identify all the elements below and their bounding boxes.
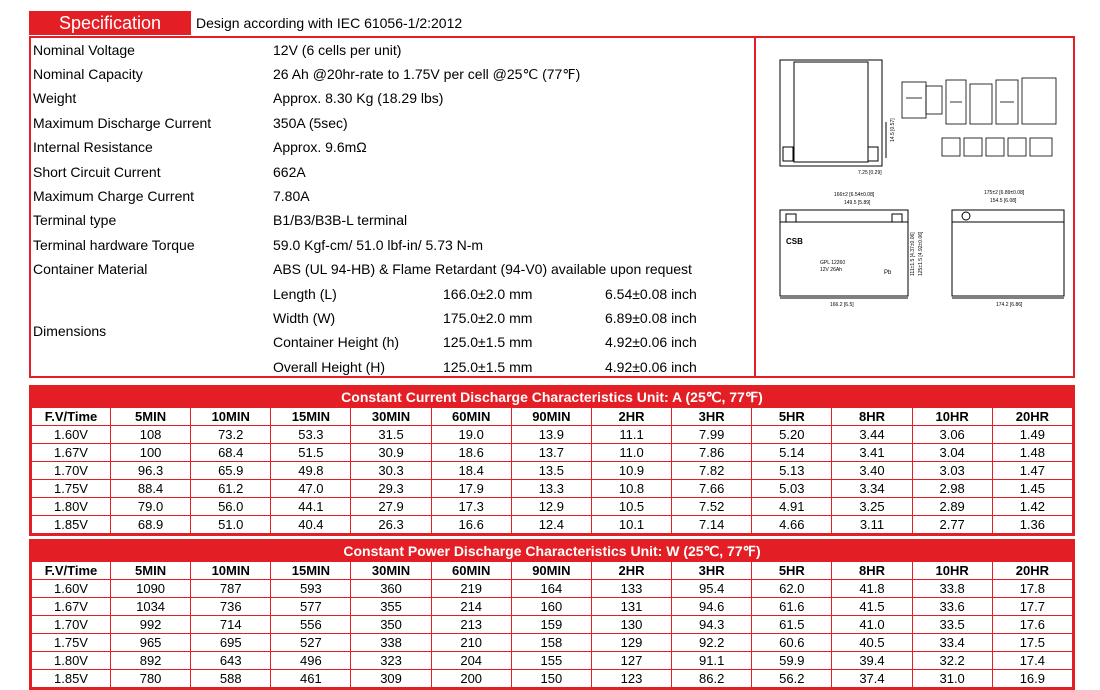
table-cell: 30.9	[351, 444, 431, 462]
column-header: F.V/Time	[32, 562, 111, 580]
column-header: 15MIN	[271, 562, 351, 580]
table-cell: 5.14	[752, 444, 832, 462]
column-header: 10HR	[912, 408, 992, 426]
spec-label: Nominal Voltage	[33, 42, 135, 58]
final-voltage-cell: 1.80V	[32, 498, 111, 516]
table-cell: 7.14	[672, 516, 752, 534]
final-voltage-cell: 1.80V	[32, 652, 111, 670]
table-row	[32, 426, 1073, 444]
table-cell: 577	[271, 598, 351, 616]
battery-technical-drawing	[756, 38, 1073, 376]
power-table-title: Constant Power Discharge Characteristics Unit: W (25℃, 77℉)	[31, 541, 1073, 561]
table-cell: 10.1	[591, 516, 671, 534]
table-cell: 40.5	[832, 634, 912, 652]
table-cell: 736	[191, 598, 271, 616]
final-voltage-cell: 1.85V	[32, 670, 111, 688]
column-header: 2HR	[591, 562, 671, 580]
table-cell: 17.4	[992, 652, 1072, 670]
column-header: 8HR	[832, 408, 912, 426]
table-cell: 360	[351, 580, 431, 598]
table-cell: 3.03	[912, 462, 992, 480]
table-cell: 309	[351, 670, 431, 688]
column-header: 60MIN	[431, 562, 511, 580]
table-cell: 94.6	[672, 598, 752, 616]
table-cell: 10.5	[591, 498, 671, 516]
table-cell: 3.04	[912, 444, 992, 462]
dim-label: 154.5 [6.08]	[990, 198, 1017, 204]
table-cell: 643	[191, 652, 271, 670]
table-cell: 27.9	[351, 498, 431, 516]
table-cell: 53.3	[271, 426, 351, 444]
spec-label: Maximum Charge Current	[33, 188, 195, 204]
model-text: GPL 12260	[820, 260, 846, 266]
spec-label: Weight	[33, 90, 77, 106]
table-cell: 527	[271, 634, 351, 652]
final-voltage-cell: 1.67V	[32, 444, 111, 462]
specification-panel	[29, 36, 1075, 378]
table-cell: 62.0	[752, 580, 832, 598]
column-header: 30MIN	[351, 408, 431, 426]
table-cell: 3.34	[832, 480, 912, 498]
table-cell: 787	[191, 580, 271, 598]
dim-label: 166±2 [6.54±0.08]	[834, 192, 875, 198]
table-cell: 94.3	[672, 616, 752, 634]
table-cell: 92.2	[672, 634, 752, 652]
table-cell: 7.86	[672, 444, 752, 462]
dimension-mm: 125.0±1.5 mm	[443, 334, 533, 350]
column-header: 20HR	[992, 408, 1072, 426]
table-cell: 10.8	[591, 480, 671, 498]
table-cell: 130	[591, 616, 671, 634]
table-cell: 65.9	[191, 462, 271, 480]
table-cell: 61.6	[752, 598, 832, 616]
table-cell: 150	[511, 670, 591, 688]
column-header: 90MIN	[511, 408, 591, 426]
dim-label: 14.5 [0.57]	[890, 118, 896, 142]
final-voltage-cell: 1.60V	[32, 580, 111, 598]
table-cell: 30.3	[351, 462, 431, 480]
spec-label: Terminal hardware Torque	[33, 237, 195, 253]
table-row	[32, 498, 1073, 516]
table-cell: 49.8	[271, 462, 351, 480]
table-row	[32, 480, 1073, 498]
table-cell: 7.99	[672, 426, 752, 444]
table-cell: 40.4	[271, 516, 351, 534]
table-cell: 350	[351, 616, 431, 634]
design-standard-text: Design according with IEC 61056-1/2:2012	[196, 15, 463, 31]
spec-value: B1/B3/B3B-L terminal	[273, 212, 408, 228]
spec-label: Maximum Discharge Current	[33, 115, 212, 131]
spec-value: 7.80A	[273, 188, 310, 204]
spec-list	[31, 38, 756, 376]
table-cell: 13.7	[511, 444, 591, 462]
table-cell: 593	[271, 580, 351, 598]
table-cell: 204	[431, 652, 511, 670]
table-cell: 32.2	[912, 652, 992, 670]
table-cell: 3.11	[832, 516, 912, 534]
table-cell: 496	[271, 652, 351, 670]
table-row	[32, 652, 1073, 670]
column-header: 10HR	[912, 562, 992, 580]
table-cell: 17.6	[992, 616, 1072, 634]
table-cell: 39.4	[832, 652, 912, 670]
final-voltage-cell: 1.75V	[32, 634, 111, 652]
table-cell: 26.3	[351, 516, 431, 534]
table-cell: 1.48	[992, 444, 1072, 462]
power-discharge-table	[29, 539, 1075, 690]
table-cell: 56.2	[752, 670, 832, 688]
final-voltage-cell: 1.67V	[32, 598, 111, 616]
table-cell: 12.9	[511, 498, 591, 516]
power-table-body	[32, 580, 1073, 688]
table-row	[32, 616, 1073, 634]
dimension-name: Length (L)	[273, 286, 337, 302]
table-cell: 127	[591, 652, 671, 670]
table-cell: 5.03	[752, 480, 832, 498]
column-header: 60MIN	[431, 408, 511, 426]
spec-value: ABS (UL 94-HB) & Flame Retardant (94-V0) available upon request	[273, 261, 692, 277]
table-cell: 61.2	[191, 480, 271, 498]
spec-label: Nominal Capacity	[33, 66, 143, 82]
table-cell: 16.9	[992, 670, 1072, 688]
dimension-inch: 4.92±0.06 inch	[605, 359, 697, 375]
table-cell: 13.3	[511, 480, 591, 498]
table-cell: 11.1	[591, 426, 671, 444]
table-header-row	[32, 408, 1073, 426]
terminal-detail-drawings	[902, 78, 1056, 156]
column-header: 8HR	[832, 562, 912, 580]
table-cell: 17.9	[431, 480, 511, 498]
table-cell: 1.42	[992, 498, 1072, 516]
final-voltage-cell: 1.60V	[32, 426, 111, 444]
technical-drawings	[756, 38, 1073, 376]
table-cell: 3.41	[832, 444, 912, 462]
table-cell: 41.8	[832, 580, 912, 598]
table-cell: 31.0	[912, 670, 992, 688]
spec-value: Approx. 9.6mΩ	[273, 139, 367, 155]
spec-label: Container Material	[33, 261, 148, 277]
table-cell: 892	[111, 652, 191, 670]
column-header: 15MIN	[271, 408, 351, 426]
table-cell: 17.8	[992, 580, 1072, 598]
spec-label: Terminal type	[33, 212, 117, 228]
table-cell: 123	[591, 670, 671, 688]
table-cell: 158	[511, 634, 591, 652]
table-cell: 556	[271, 616, 351, 634]
table-cell: 2.77	[912, 516, 992, 534]
table-cell: 18.4	[431, 462, 511, 480]
column-header: 3HR	[672, 562, 752, 580]
dimension-inch: 6.89±0.08 inch	[605, 310, 697, 326]
column-header: 10MIN	[191, 562, 271, 580]
table-cell: 3.25	[832, 498, 912, 516]
table-cell: 19.0	[431, 426, 511, 444]
table-cell: 7.82	[672, 462, 752, 480]
table-cell: 323	[351, 652, 431, 670]
dimension-mm: 166.0±2.0 mm	[443, 286, 533, 302]
table-cell: 338	[351, 634, 431, 652]
column-header: 5HR	[752, 562, 832, 580]
table-cell: 68.9	[111, 516, 191, 534]
table-cell: 214	[431, 598, 511, 616]
table-cell: 461	[271, 670, 351, 688]
table-cell: 31.5	[351, 426, 431, 444]
table-cell: 96.3	[111, 462, 191, 480]
power-table-grid	[31, 561, 1073, 688]
table-cell: 131	[591, 598, 671, 616]
pb-text: Pb	[884, 270, 892, 276]
side-view-drawing	[952, 210, 1064, 298]
table-cell: 61.5	[752, 616, 832, 634]
table-cell: 41.5	[832, 598, 912, 616]
table-header-row	[32, 562, 1073, 580]
column-header: 90MIN	[511, 562, 591, 580]
table-cell: 29.3	[351, 480, 431, 498]
final-voltage-cell: 1.70V	[32, 462, 111, 480]
table-cell: 133	[591, 580, 671, 598]
table-cell: 1034	[111, 598, 191, 616]
table-cell: 5.20	[752, 426, 832, 444]
table-cell: 780	[111, 670, 191, 688]
table-cell: 44.1	[271, 498, 351, 516]
current-table-body	[32, 426, 1073, 534]
table-cell: 60.6	[752, 634, 832, 652]
table-cell: 59.9	[752, 652, 832, 670]
table-cell: 33.5	[912, 616, 992, 634]
table-cell: 3.44	[832, 426, 912, 444]
table-cell: 41.0	[832, 616, 912, 634]
brand-text: CSB	[786, 237, 803, 246]
table-cell: 51.5	[271, 444, 351, 462]
table-cell: 1.36	[992, 516, 1072, 534]
spec-value: 662A	[273, 164, 306, 180]
table-cell: 13.5	[511, 462, 591, 480]
table-cell: 965	[111, 634, 191, 652]
table-cell: 51.0	[191, 516, 271, 534]
table-cell: 3.06	[912, 426, 992, 444]
final-voltage-cell: 1.85V	[32, 516, 111, 534]
spec-value: 350A (5sec)	[273, 115, 348, 131]
table-cell: 16.6	[431, 516, 511, 534]
table-cell: 17.3	[431, 498, 511, 516]
dimension-inch: 4.92±0.06 inch	[605, 334, 697, 350]
table-row	[32, 516, 1073, 534]
table-row	[32, 444, 1073, 462]
dim-label: 111±1.5 [4.37±0.06]	[910, 232, 916, 276]
current-table-grid	[31, 407, 1073, 534]
final-voltage-cell: 1.75V	[32, 480, 111, 498]
table-cell: 17.7	[992, 598, 1072, 616]
table-cell: 1.47	[992, 462, 1072, 480]
dim-label: 149.5 [5.89]	[844, 200, 871, 206]
table-cell: 56.0	[191, 498, 271, 516]
column-header: 30MIN	[351, 562, 431, 580]
specification-tab: Specification	[29, 11, 191, 35]
table-cell: 155	[511, 652, 591, 670]
table-cell: 7.52	[672, 498, 752, 516]
table-row	[32, 462, 1073, 480]
column-header: 2HR	[591, 408, 671, 426]
table-cell: 1090	[111, 580, 191, 598]
spec-value: 59.0 Kgf-cm/ 51.0 lbf-in/ 5.73 N-m	[273, 237, 484, 253]
table-cell: 73.2	[191, 426, 271, 444]
column-header: 5MIN	[111, 408, 191, 426]
table-cell: 2.89	[912, 498, 992, 516]
spec-label: Internal Resistance	[33, 139, 153, 155]
table-cell: 695	[191, 634, 271, 652]
table-cell: 210	[431, 634, 511, 652]
rating-text: 12V 26Ah	[820, 267, 842, 273]
dimension-mm: 175.0±2.0 mm	[443, 310, 533, 326]
dimensions-label: Dimensions	[33, 323, 107, 339]
table-cell: 33.6	[912, 598, 992, 616]
table-cell: 11.0	[591, 444, 671, 462]
table-cell: 7.66	[672, 480, 752, 498]
table-cell: 95.4	[672, 580, 752, 598]
table-cell: 1.49	[992, 426, 1072, 444]
table-cell: 714	[191, 616, 271, 634]
table-cell: 18.6	[431, 444, 511, 462]
spec-value: 12V (6 cells per unit)	[273, 42, 402, 58]
table-cell: 33.4	[912, 634, 992, 652]
table-cell: 37.4	[832, 670, 912, 688]
top-view-drawing	[780, 60, 886, 166]
table-cell: 108	[111, 426, 191, 444]
spec-label: Short Circuit Current	[33, 164, 161, 180]
table-row	[32, 580, 1073, 598]
spec-value: Approx. 8.30 Kg (18.29 lbs)	[273, 90, 444, 106]
front-view-drawing	[780, 210, 908, 298]
table-cell: 992	[111, 616, 191, 634]
table-cell: 12.4	[511, 516, 591, 534]
dim-label: 175±2 [6.89±0.08]	[984, 190, 1025, 196]
table-cell: 86.2	[672, 670, 752, 688]
column-header: F.V/Time	[32, 408, 111, 426]
dimension-name: Overall Height (H)	[273, 359, 386, 375]
table-cell: 4.66	[752, 516, 832, 534]
table-cell: 88.4	[111, 480, 191, 498]
table-cell: 1.45	[992, 480, 1072, 498]
table-cell: 47.0	[271, 480, 351, 498]
column-header: 10MIN	[191, 408, 271, 426]
table-cell: 355	[351, 598, 431, 616]
column-header: 5HR	[752, 408, 832, 426]
table-cell: 13.9	[511, 426, 591, 444]
table-cell: 33.8	[912, 580, 992, 598]
table-cell: 200	[431, 670, 511, 688]
table-cell: 159	[511, 616, 591, 634]
dim-label: 7.25 [0.29]	[858, 170, 882, 176]
table-cell: 4.91	[752, 498, 832, 516]
dimension-name: Container Height (h)	[273, 334, 400, 350]
table-cell: 68.4	[191, 444, 271, 462]
table-cell: 10.9	[591, 462, 671, 480]
table-cell: 91.1	[672, 652, 752, 670]
column-header: 3HR	[672, 408, 752, 426]
table-cell: 164	[511, 580, 591, 598]
dimension-mm: 125.0±1.5 mm	[443, 359, 533, 375]
dim-label: 125±1.5 [4.92±0.06]	[918, 231, 924, 276]
table-cell: 213	[431, 616, 511, 634]
table-cell: 17.5	[992, 634, 1072, 652]
final-voltage-cell: 1.70V	[32, 616, 111, 634]
table-row	[32, 634, 1073, 652]
table-cell: 129	[591, 634, 671, 652]
table-cell: 219	[431, 580, 511, 598]
dimension-inch: 6.54±0.08 inch	[605, 286, 697, 302]
table-cell: 2.98	[912, 480, 992, 498]
dim-label: 174.2 [6.86]	[996, 302, 1023, 308]
spec-value: 26 Ah @20hr-rate to 1.75V per cell @25℃ (77℉)	[273, 66, 581, 82]
table-row	[32, 598, 1073, 616]
current-table-title: Constant Current Discharge Characteristics Unit: A (25℃, 77℉)	[31, 387, 1073, 407]
dim-label: 166.2 [6.5]	[830, 302, 854, 308]
current-discharge-table	[29, 385, 1075, 536]
table-cell: 100	[111, 444, 191, 462]
table-cell: 79.0	[111, 498, 191, 516]
table-cell: 5.13	[752, 462, 832, 480]
table-cell: 588	[191, 670, 271, 688]
table-cell: 160	[511, 598, 591, 616]
column-header: 5MIN	[111, 562, 191, 580]
column-header: 20HR	[992, 562, 1072, 580]
dimension-name: Width (W)	[273, 310, 336, 326]
table-cell: 3.40	[832, 462, 912, 480]
